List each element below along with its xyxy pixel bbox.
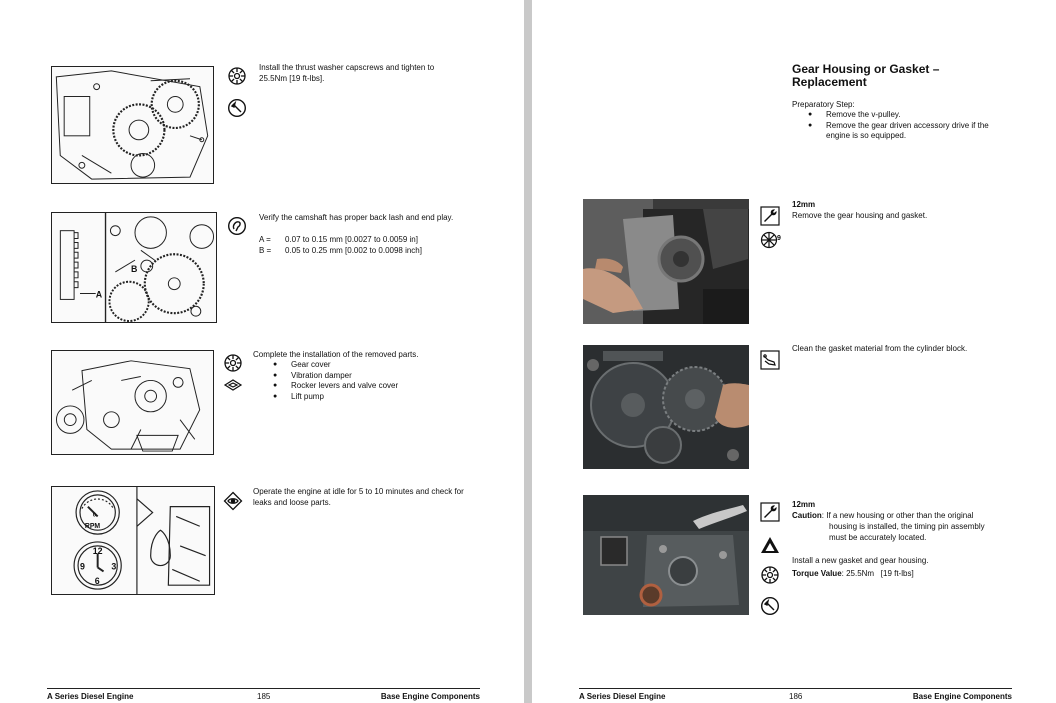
step-text: Clean the gasket material from the cylinder block. (792, 344, 968, 353)
eye-inspect-icon (223, 491, 243, 511)
list-item: ● Rocker levers and valve cover (273, 381, 473, 392)
section-title (792, 63, 939, 89)
footer-section: Base Engine Components (912, 692, 1012, 701)
step-line: Verify the camshaft has proper back lash and end play. (259, 213, 454, 222)
gauge-label-zero: 0 (92, 512, 97, 519)
figure-gauges-leak-check (51, 486, 215, 595)
step-line: Remove the gear housing and gasket. (792, 211, 928, 220)
figure-installation-overview (51, 350, 214, 455)
spec-key: A = (259, 235, 271, 244)
preparatory-steps (792, 99, 1007, 142)
step-text (792, 499, 1012, 579)
figure-thrust-washer (51, 66, 214, 184)
footer-title: A Series Diesel Engine (579, 692, 666, 701)
tool-circle-icon (760, 596, 780, 616)
install-text: Install a new gasket and gear housing. (792, 556, 929, 565)
torque-wrench-icon (227, 66, 247, 86)
clock-label-9: 9 (79, 561, 85, 572)
list-item: ● Remove the v-pulley. (808, 110, 1007, 121)
tool-size: 12mm (792, 500, 816, 509)
wrench-icon (760, 206, 780, 226)
list-item: ● Remove the gear driven accessory drive if the engine is so equipped. (808, 121, 1007, 142)
torque-wrench-icon (223, 353, 243, 373)
prep-label: Preparatory Step: (792, 100, 855, 109)
step-text: Operate the engine at idle for 5 to 10 minutes and check for leaks and loose parts. (253, 487, 464, 507)
figure-label-b: B (131, 263, 138, 274)
title-line: Gear Housing or Gasket – (792, 62, 940, 76)
title-line: Replacement (792, 75, 867, 89)
caution-label: Caution (792, 511, 822, 520)
page-number: 186 (789, 692, 803, 701)
clock-label-3: 3 (111, 561, 117, 572)
page-number: 185 (257, 692, 271, 701)
scraper-icon (760, 350, 780, 370)
spec-value: 0.05 to 0.25 mm [0.002 to 0.0098 inch] (285, 245, 422, 255)
gauge-label-rpm: RPM (84, 523, 101, 531)
step-line: Complete the installation of the removed parts. (253, 350, 419, 359)
tool-size: 12mm (792, 200, 816, 209)
prep-list (808, 110, 1007, 142)
footer-section: Base Engine Components (380, 692, 480, 701)
warning-triangle-icon (760, 535, 780, 555)
caution-line: housing is installed, the timing pin assembly (829, 522, 985, 531)
footer-title: A Series Diesel Engine (47, 692, 134, 701)
icon-label: 9 (777, 235, 781, 242)
wrench-icon (760, 502, 780, 522)
spec-key: B = (259, 245, 272, 255)
inspect-gauge-icon (227, 216, 247, 236)
left-page (0, 0, 524, 703)
list-item: ● Gear cover (273, 360, 473, 371)
clock-label-6: 6 (94, 576, 100, 587)
step-text (259, 212, 479, 256)
parts-list (273, 360, 473, 402)
torque-line (792, 568, 1012, 579)
figure-label-a: A (95, 289, 103, 300)
torque-label: Torque Value (792, 569, 842, 578)
photo-remove-gear-housing (583, 199, 749, 324)
tool-circle-icon (227, 98, 247, 118)
clock-label-12: 12 (92, 545, 103, 556)
figure-camshaft-backlash (51, 212, 217, 323)
torque-value: : 25.5Nm [19 ft-lbs] (841, 569, 914, 578)
spec-row (259, 235, 479, 246)
caution-text: : If a new housing or other than the original (821, 511, 974, 520)
caution-line: must be accurately located. (829, 533, 927, 542)
spec-row (259, 246, 479, 257)
right-page (532, 0, 1056, 703)
step-text (792, 199, 1007, 221)
page-gutter (524, 0, 532, 703)
caution-line (792, 510, 1012, 521)
gasket-icon (223, 378, 243, 392)
list-item: ● Vibration damper (273, 371, 473, 382)
step-text: Install the thrust washer capscrews and tighten to 25.5Nm [19 ft-lbs]. (259, 63, 435, 83)
step-text (253, 349, 473, 402)
torque-wrench-icon (760, 565, 780, 585)
photo-clean-gasket (583, 345, 749, 469)
page-footer (579, 688, 1012, 703)
spec-value: 0.07 to 0.15 mm [0.0027 to 0.0059 in] (285, 235, 418, 244)
list-item: ● Lift pump (273, 392, 473, 403)
page-footer (47, 688, 480, 703)
photo-install-gear-housing (583, 495, 749, 615)
